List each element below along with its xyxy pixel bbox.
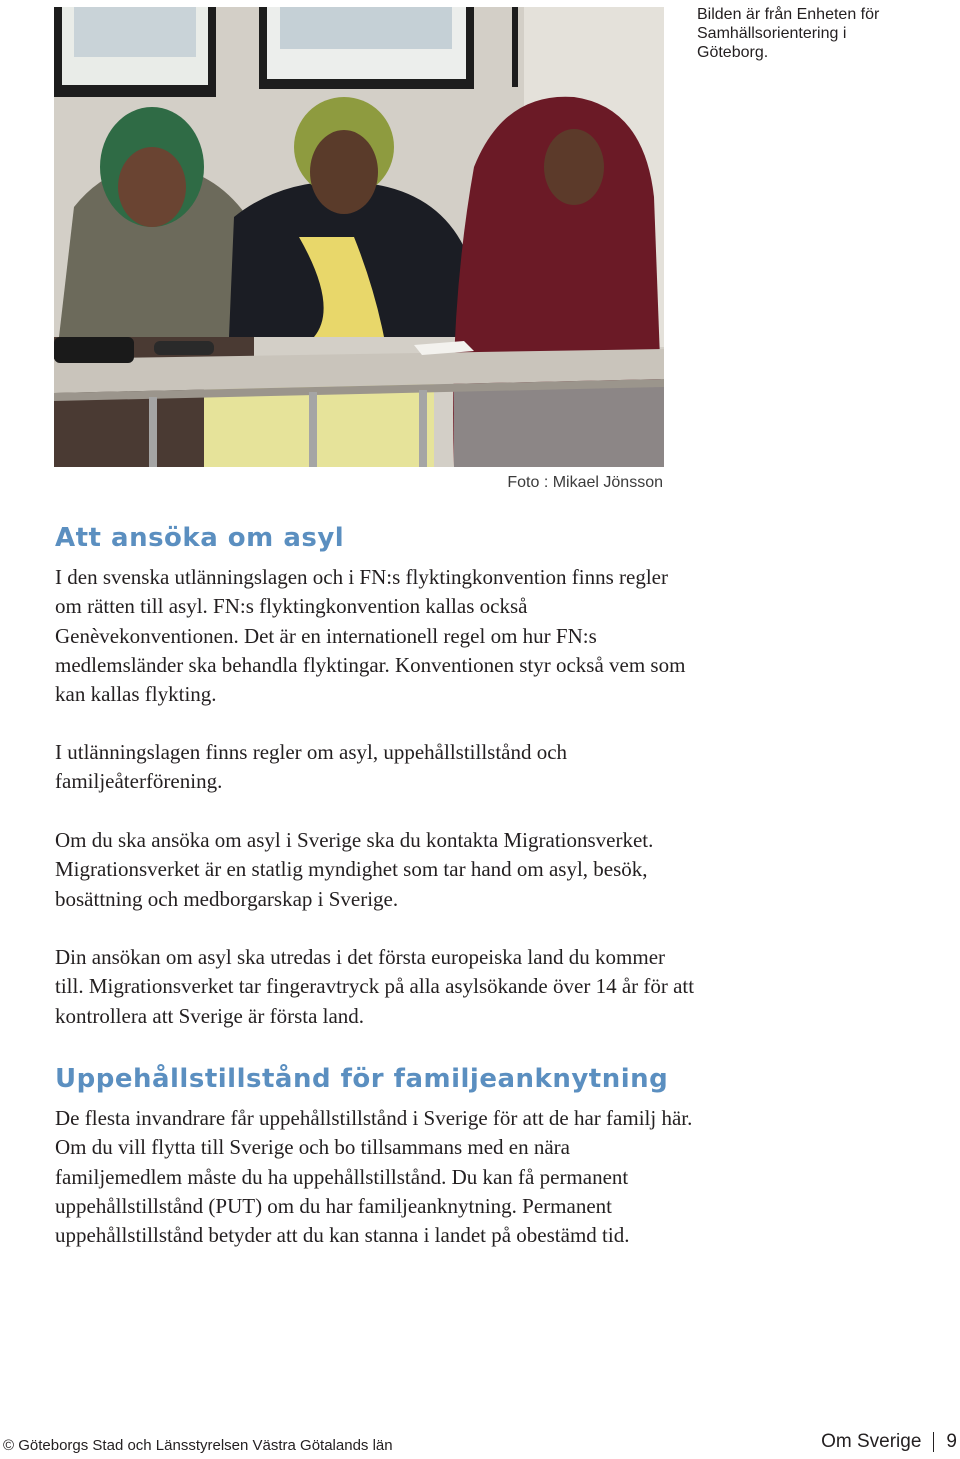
- page-number: 9: [946, 1431, 957, 1452]
- paragraph-conventions: I den svenska utlänningslagen och i FN:s flyktingkonvention finns regler om rätten till asyl. FN:s flyktingkonvention kallas också Genèvekonventionen. Det är en internationell regel om hur FN:s medlemsländer ska behandla flyktingar. Konventionen styr också vem som kan kallas flykting.: [55, 565, 686, 707]
- section-heading-familjeanknytning: Uppehållstillstånd för familjeanknytning: [55, 1064, 669, 1094]
- paragraph-fingerprint: Din ansökan om asyl ska utredas i det första europeiska land du kommer till. Migrationsverket tar fingeravtryck på alla asylsökande över 14 år för att kontrollera att Sverige är första land.: [55, 945, 695, 1028]
- photo-credit: Foto : Mikael Jönsson: [507, 474, 663, 491]
- photo-image: [54, 7, 664, 467]
- section-heading-asyl: Att ansöka om asyl: [55, 523, 345, 553]
- paragraph-uppehallstillstand: De flesta invandrare får uppehållstillstånd i Sverige för att de har familj här. Om du vill flytta till Sverige och bo tillsammans med en nära familjemedlem måste du ha uppehållstillstånd. Du kan få permanent uppehållstillstånd (PUT) om du har familjeanknytning. Permanent uppehållstillstånd betyder att du kan stanna i landet på obestämd tid.: [55, 1106, 693, 1248]
- paragraph-migrationsverket: Om du ska ansöka om asyl i Sverige ska du kontakta Migrationsverket. Migrationsverket är en statlig myndighet som tar hand om asyl, besök, bosättning och medborgarskap i Sverige.: [55, 828, 654, 911]
- footer-publication: Om Sverige: [821, 1431, 922, 1452]
- footer-page-info: [821, 1431, 957, 1453]
- photo: [54, 7, 664, 467]
- footer-divider: [933, 1432, 934, 1452]
- photo-side-caption: Bilden är från Enheten för Samhällsorientering i Göteborg.: [697, 6, 880, 61]
- paragraph-utlanningslagen: I utlänningslagen finns regler om asyl, uppehållstillstånd och familjeåterförening.: [55, 740, 568, 794]
- footer-copyright: © Göteborgs Stad och Länsstyrelsen Västra Götalands län: [3, 1437, 393, 1454]
